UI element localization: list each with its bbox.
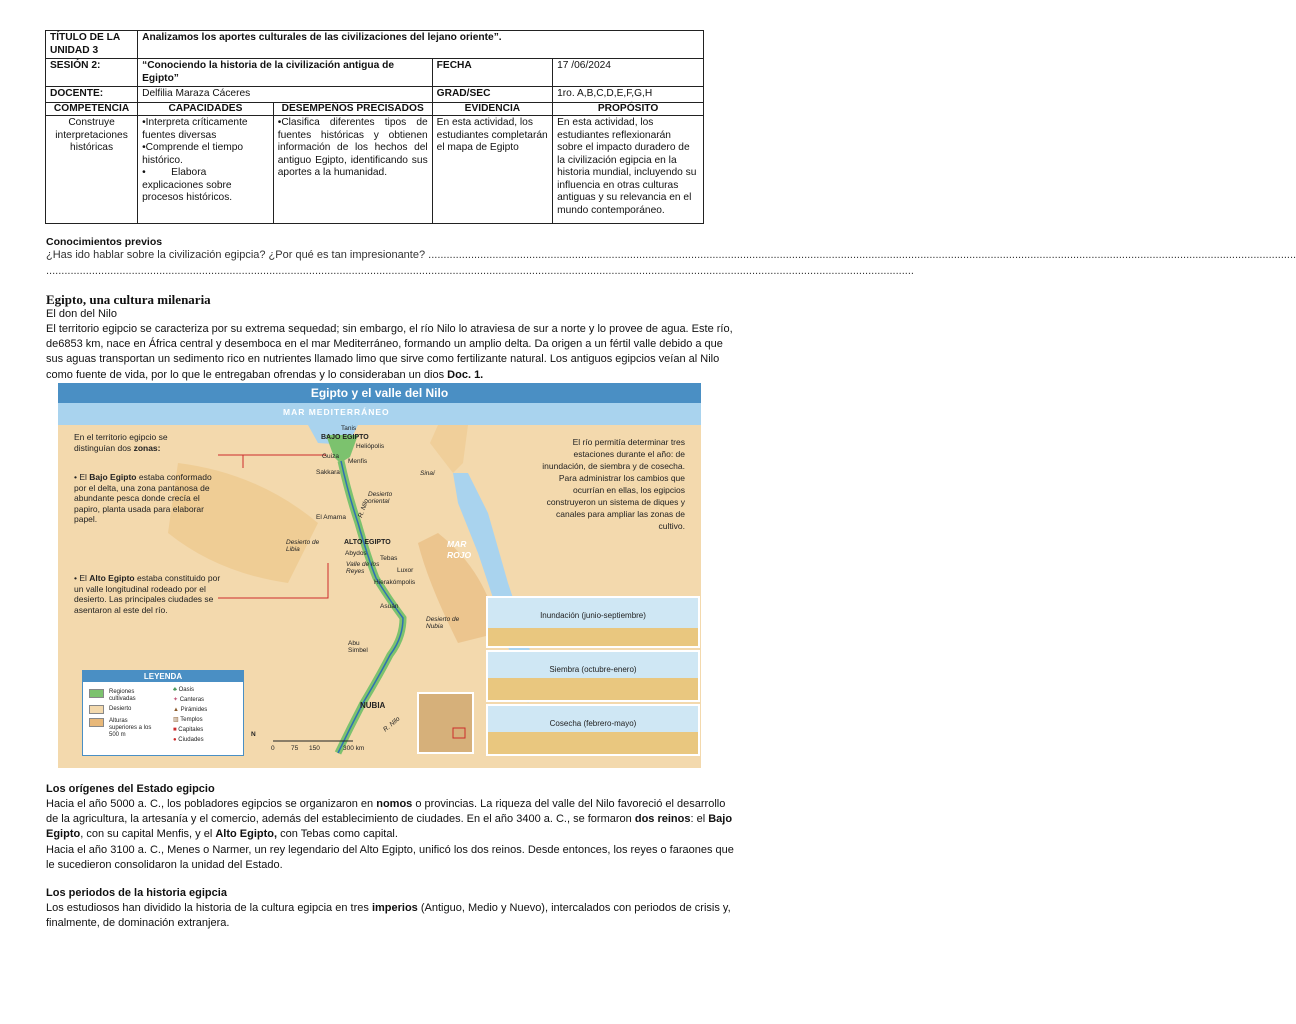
fecha-label: FECHA [432, 59, 552, 87]
section-title-egipto: Egipto, una cultura milenaria [46, 292, 211, 307]
quarry-icon: ✦ [173, 697, 179, 703]
origenes-bajo-egipto: Bajo Egipto [46, 813, 733, 841]
place-bajo-egipto: BAJO EGIPTO [321, 434, 369, 441]
legend-heights: Alturas superiores a los 500 m [109, 718, 152, 738]
scale-150: 150 [309, 745, 320, 752]
season-panel-cosecha [486, 704, 700, 756]
locator-map [418, 693, 473, 753]
origenes-text-f: con Tebas como capital. [280, 828, 398, 841]
zones-word: zonas: [133, 442, 161, 453]
origenes-text-e: , con su capital Menfis, y el [80, 828, 213, 841]
unit-title-value: Analizamos los aportes culturales de las civilizaciones del lejano oriente”. [138, 31, 704, 59]
place-amarna: El Amarna [316, 514, 346, 521]
bajo-egipto-note [74, 472, 222, 525]
place-luxor: Luxor [397, 567, 414, 574]
place-sinai: Sinaí [420, 470, 435, 477]
panel-ground [488, 732, 698, 754]
grad-label: GRAD/SEC [432, 87, 552, 103]
north-arrow: N [251, 731, 256, 738]
previos-title: Conocimientos previos [46, 236, 163, 248]
panel-ground [488, 628, 698, 646]
seasons-note: El río permitía determinar tres estaciones durante el año: de inundación, de siembra y de cosecha. Para administrar los cambios que ocurrían en ellas, los egipcios construyeron un sistema de diques y canales para ampliar las zonas de cultivo. [542, 437, 685, 531]
legend-ciudades-row [173, 737, 204, 744]
panel-ground [488, 678, 698, 700]
legend-piramides-row [173, 707, 207, 714]
sinai-region [430, 425, 468, 473]
capacidades-cell [138, 116, 274, 224]
alto-note-lines: constituido por un valle longitudinal rodeado por el desierto. Las principales ciudades se asentaron al este del río. [74, 573, 221, 615]
label-nilo: R. Nilo [357, 498, 371, 519]
competencia-cell: Construye interpretaciones históricas [46, 116, 138, 224]
legend-templos: Templos [180, 717, 203, 723]
legend-ciudades: Ciudades [178, 737, 204, 743]
capacidad-item: • Elabora explicaciones sobre procesos históricos. [142, 167, 235, 203]
periodos-title: Los periodos de la historia egipcia [46, 887, 227, 899]
legend-capitales: Capitales [178, 727, 204, 733]
evidencia-cell: En esta actividad, los estudiantes completarán el mapa de Egipto [432, 116, 552, 224]
doc-reference: Doc. 1. [447, 368, 484, 381]
legend-piramides: Pirámides [180, 707, 208, 713]
place-giza: Guiza [322, 453, 339, 460]
fecha-value: 17 /06/2024 [553, 59, 704, 87]
alto-egipto-note [74, 573, 222, 615]
legend-swatch-cultivated [89, 689, 104, 698]
scale-0: 0 [271, 745, 275, 752]
origenes-nomos: nomos [376, 798, 413, 810]
bajo-note-2: estaba [138, 472, 165, 482]
periodos-text-a: Los estudiosos han dividido la historia de la cultura egipcia en tres [46, 902, 369, 914]
zones-intro-1: En el territorio egipcio se [74, 432, 168, 442]
previos-question-line [46, 249, 1296, 261]
previos-question: ¿Has ido hablar sobre la civilización egipcia? ¿Por qué es tan impresionante? [46, 249, 426, 261]
place-heliopolis: Heliópolis [356, 443, 385, 450]
periodos-text-c: (Antiguo, Medio y Nuevo), intercalados con periodos de crisis y, finalmente, de dominación extranjera. [46, 902, 731, 930]
session-label: SESIÓN 2: [46, 59, 138, 87]
place-abydos: Abydos [345, 550, 367, 557]
docente-label: DOCENTE: [46, 87, 138, 103]
periodos-paragraph [46, 901, 736, 931]
origenes-paragraph-2: Hacia el año 3100 a. C., Menes o Narmer, un rey legendario del Alto Egipto, unificó los dos reinos. Desde entonces, los reyes o faraones que le sucedieron consolidaron la unidad del Estado. [46, 844, 734, 872]
col-desempenos: DESEMPEÑOS PRECISADOS [273, 102, 432, 116]
season-panel-siembra [486, 650, 700, 702]
legend-swatch-heights [89, 718, 104, 727]
egypt-nile-map [58, 383, 701, 768]
legend-canteras: Canteras [179, 697, 205, 703]
place-alto-egipto: ALTO EGIPTO [344, 539, 391, 546]
unit-title-label: TÍTULO DE LA UNIDAD 3 [46, 31, 138, 59]
season-panel-inundacion [486, 596, 700, 648]
session-value: “Conociendo la historia de la civilización antigua de Egipto” [138, 59, 433, 87]
place-hierakompolis: Hierakómpolis [374, 579, 416, 586]
scale-300: 300 km [343, 745, 365, 752]
origenes-title: Los orígenes del Estado egipcio [46, 783, 215, 795]
scale-75: 75 [291, 745, 299, 752]
legend-desert: Desierto [109, 706, 132, 712]
nile-paragraph-text: El territorio egipcio se caracteriza por su extrema sequedad; sin embargo, el río Nilo lo atraviesa de sur a norte y lo provee de agua. Este río, de6853 km, nace en África central y desemboca en el mar Mediterráneo, formando un amplio delta. Da origen a un fértil valle debido a que sus aguas transportan un sedimento rico en nutrientes llamado limo que sirve como fertilizante natural. Los antiguos egipcios veían al Nilo como fuente de vida, por lo que le entregaban ofrendas y lo consideraban un dios [46, 323, 733, 381]
grad-value: 1ro. A,B,C,D,E,F,G,H [553, 87, 704, 103]
subtitle-don-del-nilo: El don del Nilo [46, 308, 117, 320]
place-sakkara: Sakkara [316, 469, 340, 476]
oasis-icon: ♣ [173, 687, 177, 693]
legend-cultivated: Regiones cultivadas [109, 689, 136, 702]
label-sea: MAR MEDITERRÁNEO [283, 407, 390, 417]
label-nilo-south: R. Nilo [382, 715, 402, 734]
map-legend [82, 670, 244, 756]
bajo-note-lines: conformado por el delta, una zona pantanosa de abundante pesca donde crecía el papiro, planta usada para elaborar papel. [74, 472, 212, 524]
legend-oasis: Oasis [178, 687, 194, 693]
session-header-table [45, 30, 704, 224]
alto-note-1: • El [74, 573, 87, 583]
legend-templos-row [173, 717, 203, 724]
origenes-dos-reinos: dos reinos [634, 813, 691, 826]
place-menfis: Menfis [348, 458, 368, 465]
origenes-alto-egipto: Alto Egipto, [215, 828, 278, 841]
capacidad-item: •Comprende el tiempo histórico. [142, 142, 244, 166]
answer-dots-line: ............................................................................................................................................................................................................................................................................................ [46, 265, 914, 277]
bajo-note-1: • El [74, 472, 87, 482]
place-abu-simbel: Abu Simbel [348, 640, 368, 654]
nile-paragraph [46, 322, 736, 383]
season-cosecha: Cosecha (febrero-mayo) [549, 719, 637, 728]
answer-dots: ............................................................................................................................................................................................................................................................................................ [428, 249, 1296, 261]
pyramid-icon: ▲ [173, 707, 179, 713]
city-icon: ● [173, 737, 177, 743]
legend-swatch-desert [89, 705, 104, 714]
proposito-cell: En esta actividad, los estudiantes reflexionarán sobre el impacto duradero de la civilización egipcia en la historia mundial, incluyendo su influencia en otras culturas antiguas y su relevancia en el mundo contemporáneo. [553, 116, 704, 224]
place-nubia: NUBIA [360, 701, 386, 710]
zones-intro-2: distinguían dos [74, 442, 132, 453]
place-mar-rojo: MAR ROJO [447, 539, 472, 560]
place-desierto-nubia: Desierto de Nubia [426, 616, 460, 630]
alto-note-2: estaba [136, 573, 163, 583]
legend-title: LEYENDA [83, 671, 243, 682]
map-title: Egipto y el valle del Nilo [58, 383, 701, 403]
alto-note-bold: Alto Egipto [89, 573, 135, 583]
col-capacidades: CAPACIDADES [138, 102, 274, 116]
legend-capitales-row [173, 727, 203, 734]
season-siembra: Siembra (octubre-enero) [549, 665, 637, 674]
docente-value: Delfilia Maraza Cáceres [138, 87, 433, 103]
place-tanis: Tanis [341, 425, 357, 432]
origenes-text-a: Hacia el año 5000 a. C., los pobladores egipcios se organizaron en [46, 798, 374, 810]
place-asuan: Asuán [380, 603, 399, 610]
temple-icon: ▥ [173, 717, 179, 723]
col-competencia: COMPETENCIA [46, 102, 138, 116]
place-desierto-oriental: Desierto oriental [368, 491, 393, 505]
zones-intro [74, 432, 168, 453]
legend-canteras-row [173, 697, 204, 704]
origenes-text-c: o provincias. La riqueza del valle del Nilo favoreció el desarrollo de la agricultura, la artesanía y el comercio, además del establecimiento de ciudades. En el año 3400 a. C., se formaron [46, 798, 726, 826]
legend-oasis-row [173, 687, 194, 694]
desempenos-cell: •Clasifica diferentes tipos de fuentes históricas y obtienen información de los hechos del antiguo Egipto, identificando sus aportes a la humanidad. [273, 116, 432, 224]
season-inundacion: Inundación (junio-septiembre) [540, 611, 646, 620]
origenes-text-d: : el [690, 813, 706, 826]
capacidad-item: •Interpreta críticamente fuentes diversas [142, 117, 248, 141]
place-valle-reyes: Valle de los Reyes [346, 561, 380, 575]
place-desierto-libia: Desierto de Libia [286, 539, 320, 553]
periodos-imperios: imperios [371, 902, 418, 914]
place-tebas: Tebas [380, 555, 398, 562]
bajo-note-bold: Bajo Egipto [89, 472, 137, 482]
origenes-paragraph-1 [46, 797, 736, 843]
capital-icon: ■ [173, 727, 177, 733]
col-proposito: PROPÓSITO [553, 102, 704, 116]
col-evidencia: EVIDENCIA [432, 102, 552, 116]
